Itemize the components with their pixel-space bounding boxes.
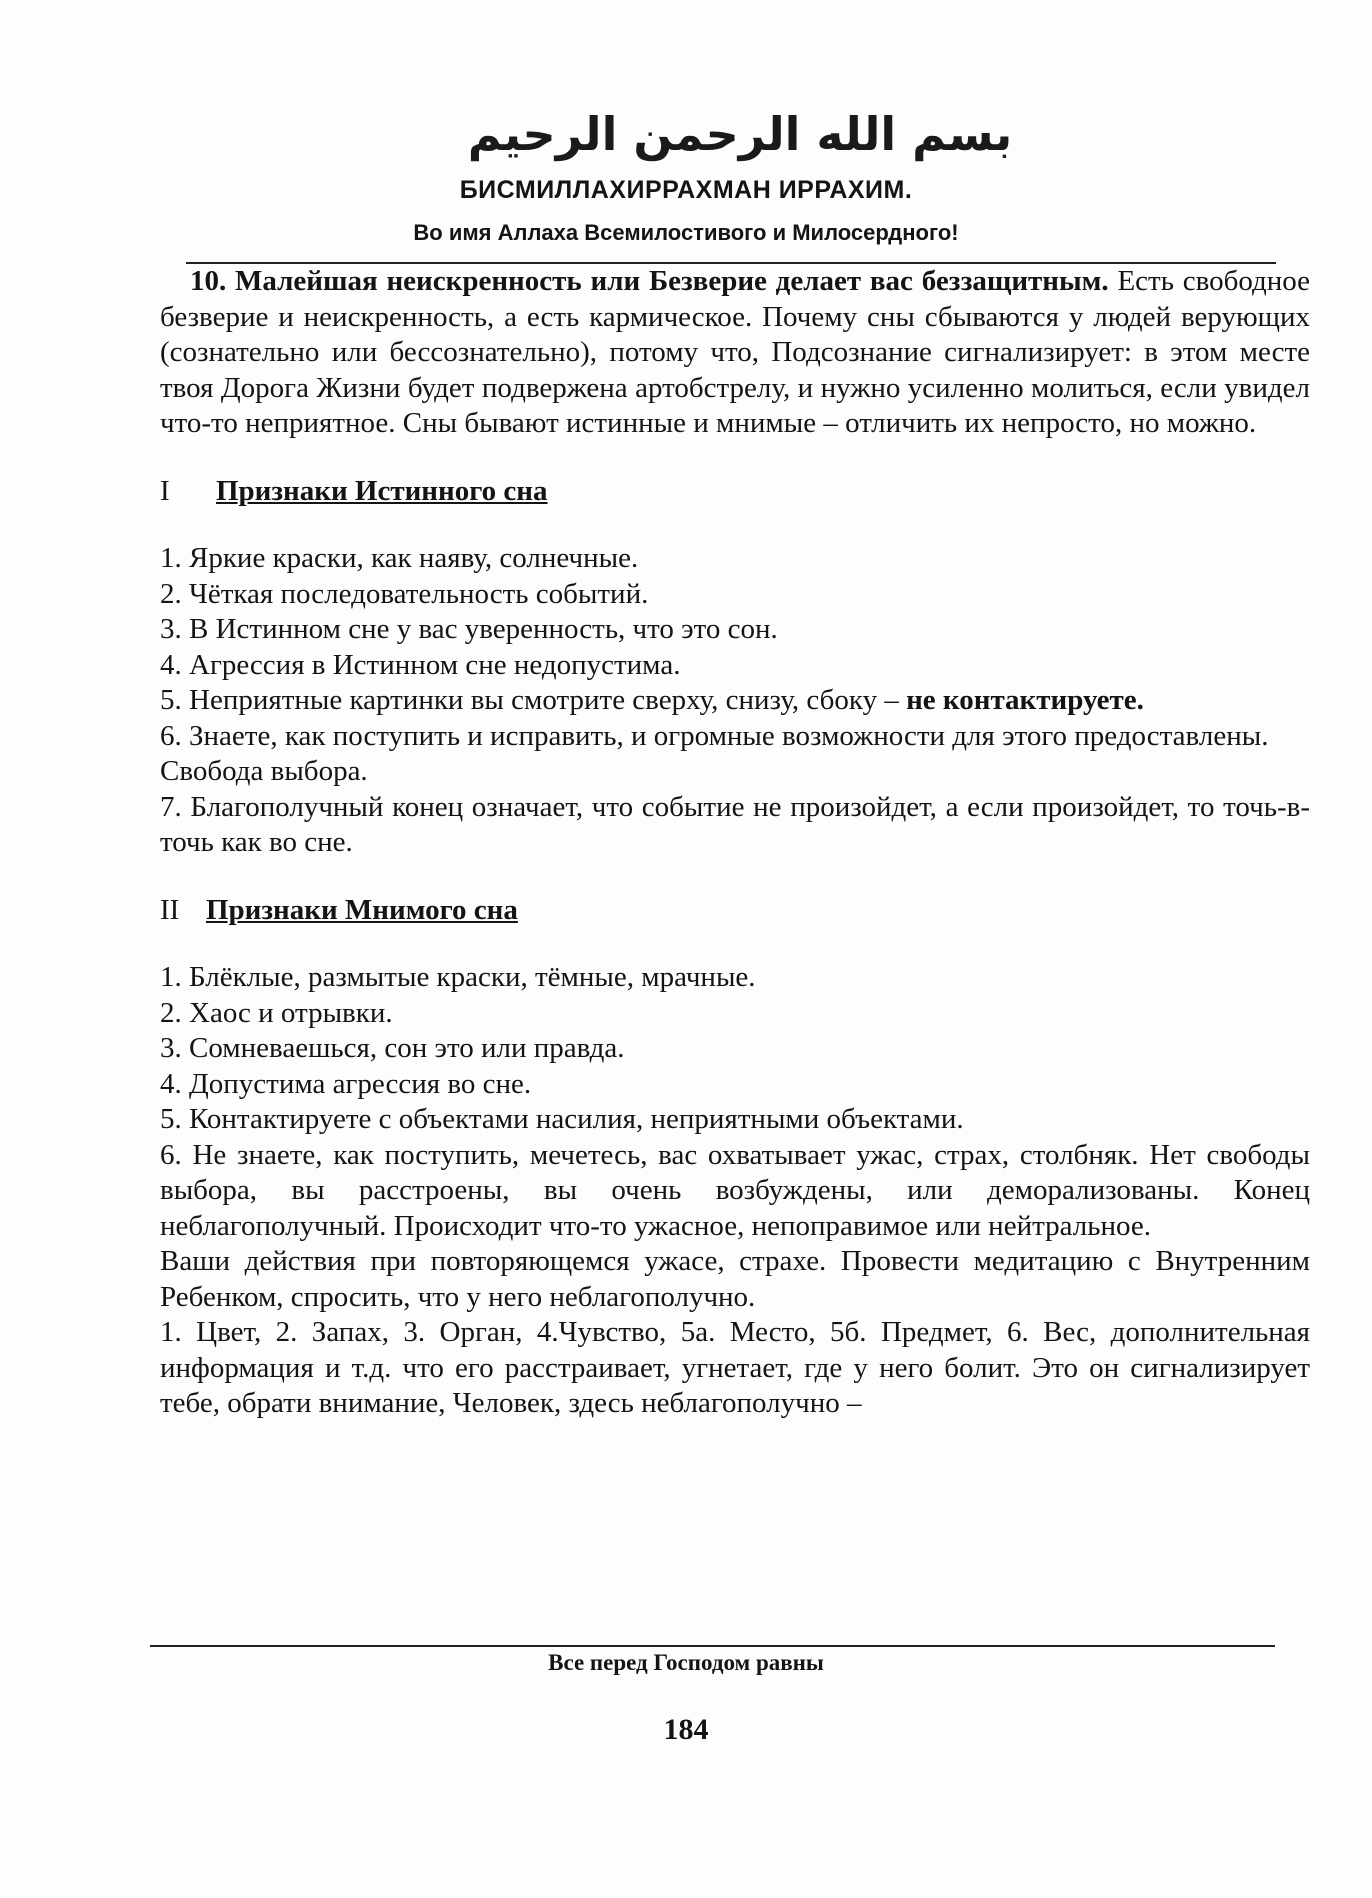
item5-text: 5. Неприятные картинки вы смотрите сверху, снизу, сбоку – <box>160 684 907 716</box>
footer-divider <box>150 1645 1275 1647</box>
list-item: 7. Благополучный конец означает, что событие не произойдет, а если произойдет, то точь-в-точь как во сне. <box>160 790 1310 858</box>
section2-title: Признаки Мнимого сна <box>206 893 518 926</box>
list-item: 3. Сомневаешься, сон это или правда. <box>160 1032 625 1064</box>
list-item: 5. Контактируете с объектами насилия, неприятными объектами. <box>160 1103 964 1135</box>
page-number: 184 <box>663 1713 709 1746</box>
page-header-title: БИСМИЛЛАХИРРАХМАН ИРРАХИМ. <box>459 176 913 204</box>
section1-heading <box>160 474 1310 510</box>
list-item: 4. Агрессия в Истинном сне недопустима. <box>160 648 681 681</box>
item5-bold: не контактируете. <box>906 684 1144 716</box>
page-body <box>160 264 1310 1422</box>
section2-heading <box>160 893 1310 929</box>
intro-lead: 10. Малейшая неискренность или Безверие делает вас беззащитным. <box>190 265 1109 297</box>
list-item: 6. Не знаете, как поступить, мечетесь, вас охватывает ужас, страх, столбняк. Нет свободы выбора, вы расстроены, вы очень возбуждены, или деморализованы. Конец неблагополучный. Происходит что-то ужасное, непоправимое или нейтральное. <box>160 1138 1310 1242</box>
section1-title: Признаки Истинного сна <box>216 474 548 507</box>
section1-number: I <box>160 474 170 507</box>
list-item: 1. Цвет, 2. Запах, 3. Орган, 4.Чувство, 5а. Место, 5б. Предмет, 6. Вес, дополнительная информация и т.д. что его расстраивает, угнетает, где у него болит. Это он сигнализирует тебе, обрати внимание, Человек, здесь неблагополучно – <box>160 1316 1310 1419</box>
list-item: 2. Хаос и отрывки. <box>160 996 393 1029</box>
list-item: 6. Знаете, как поступить и исправить, и огромные возможности для этого предоставлены. <box>160 719 1269 752</box>
list-item: 1. Яркие краски, как наяву, солнечные. <box>160 542 639 574</box>
page-header-subtitle: Во имя Аллаха Всемилостивого и Милосердного! <box>413 220 959 245</box>
page-footer: Все перед Господом равны <box>548 1650 824 1675</box>
list-item: Ваши действия при повторяющемся ужасе, страхе. Провести медитацию с Внутренним Ребенком, спросить, что у него неблагополучно. <box>160 1245 1310 1313</box>
list-item: 4. Допустима агрессия во сне. <box>160 1067 532 1100</box>
intro-paragraph <box>160 264 1310 442</box>
list-item: 3. В Истинном сне у вас уверенность, что это сон. <box>160 613 778 645</box>
section2-number: II <box>160 893 180 926</box>
arabic-calligraphy <box>467 92 1013 172</box>
calligraphy-icon <box>467 92 1013 172</box>
list-item <box>160 683 1310 719</box>
list-item: 2. Чёткая последовательность событий. <box>160 577 649 610</box>
list-item: 1. Блёклые, размытые краски, тёмные, мрачные. <box>160 961 756 993</box>
intro-text: Есть свободное безверие и неискренность, а есть кармическое. Почему сны сбываются у людей верующих (сознательно или бессознательно), потому что, Подсознание сигнализирует: в этом месте твоя Дорога Жизни будет подвержена артобстрелу, и нужно усиленно молиться, если увидел что-то неприятное. Сны бывают истинные и мнимые – отличить их непросто, но можно. <box>160 265 1311 439</box>
list-item: Свобода выбора. <box>160 755 368 787</box>
calligraphy-text: بسم الله الرحمن الرحيم <box>467 107 1013 161</box>
